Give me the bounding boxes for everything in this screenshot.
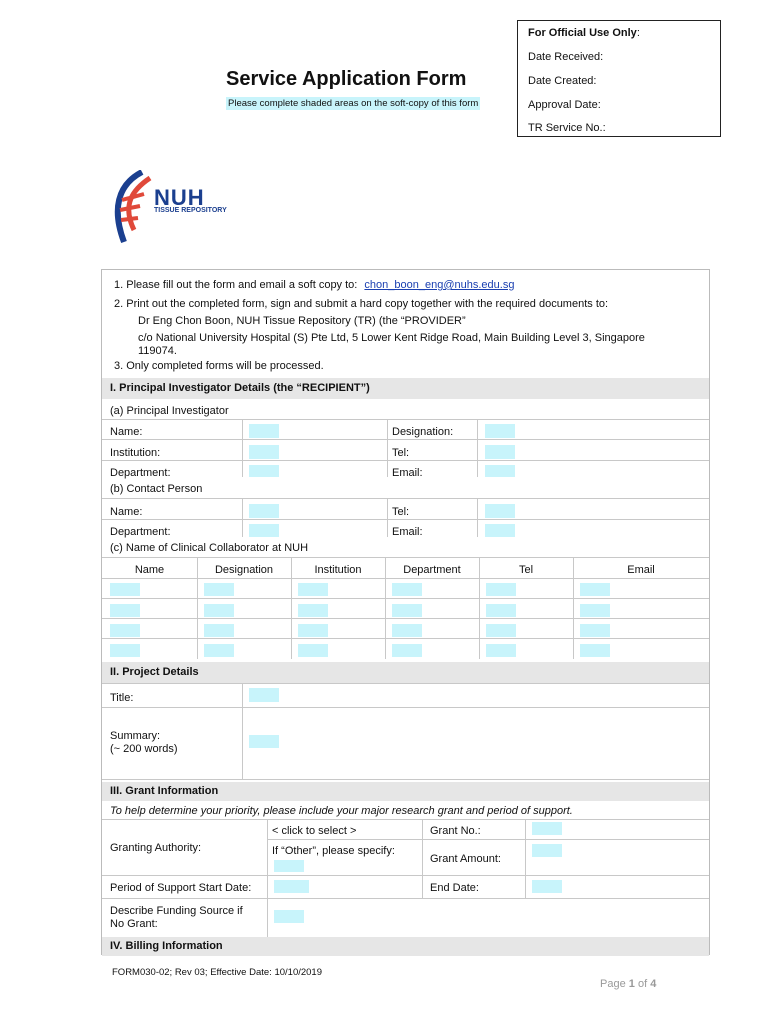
collab-designation-input[interactable] bbox=[204, 624, 234, 637]
pi-department-label: Department: bbox=[110, 467, 171, 479]
grant-no-input[interactable] bbox=[532, 822, 562, 835]
instruction-2: 2. Print out the completed form, sign and submit a hard copy together with the required documents to: bbox=[114, 298, 609, 310]
collab-tel-input[interactable] bbox=[486, 583, 516, 596]
collab-name-input[interactable] bbox=[110, 624, 140, 637]
collab-email-input[interactable] bbox=[580, 644, 610, 657]
contact-name-input[interactable] bbox=[249, 504, 279, 518]
collab-institution-input[interactable] bbox=[298, 624, 328, 637]
grant-amount-label: Grant Amount: bbox=[430, 853, 501, 865]
instruction-3: 3. Only completed forms will be processed. bbox=[114, 360, 324, 372]
page-indicator: Page 1 of 4 bbox=[600, 978, 657, 990]
collab-name-input[interactable] bbox=[110, 644, 140, 657]
pi-institution-label: Institution: bbox=[110, 447, 161, 459]
pi-designation-label: Designation: bbox=[392, 426, 454, 438]
pi-tel-input[interactable] bbox=[485, 445, 515, 459]
address-line-2: c/o National University Hospital (S) Pte Ltd, 5 Lower Kent Ridge Road, Main Building Level 3, Singapore bbox=[138, 332, 645, 344]
summary-label: Summary: bbox=[110, 730, 161, 742]
collab-department-input[interactable] bbox=[392, 604, 422, 617]
official-use-box bbox=[517, 20, 721, 137]
grant-note: To help determine your priority, please include your major research grant and period of support. bbox=[110, 805, 573, 817]
page-title: Service Application Form bbox=[226, 68, 467, 90]
pi-designation-input[interactable] bbox=[485, 424, 515, 438]
col-header-department: Department bbox=[403, 564, 461, 576]
date-created-label: Date Created: bbox=[528, 75, 597, 87]
pi-institution-input[interactable] bbox=[249, 445, 279, 459]
page-subtitle: Please complete shaded areas on the soft-copy of this form bbox=[228, 98, 479, 109]
collab-designation-input[interactable] bbox=[204, 583, 234, 596]
collab-institution-input[interactable] bbox=[298, 583, 328, 596]
collab-department-input[interactable] bbox=[392, 583, 422, 596]
summary-note: (~ 200 words) bbox=[110, 743, 178, 755]
col-header-email: Email bbox=[627, 564, 655, 576]
collab-tel-input[interactable] bbox=[486, 624, 516, 637]
granting-authority-select[interactable]: < click to select > bbox=[272, 825, 357, 837]
grant-no-label: Grant No.: bbox=[430, 825, 481, 837]
pi-name-input[interactable] bbox=[249, 424, 279, 438]
funding-source-label-1: Describe Funding Source if bbox=[110, 905, 243, 917]
section-1-header: I. Principal Investigator Details (the “RECIPIENT”) bbox=[102, 378, 709, 399]
project-title-input[interactable] bbox=[249, 688, 279, 702]
collaborator-subheading: (c) Name of Clinical Collaborator at NUH bbox=[110, 542, 309, 554]
collab-department-input[interactable] bbox=[392, 644, 422, 657]
logo-name: NUH bbox=[154, 185, 205, 210]
contact-email-label: Email: bbox=[392, 526, 423, 538]
period-start-input[interactable] bbox=[274, 880, 309, 893]
if-other-label: If “Other”, please specify: bbox=[272, 845, 395, 857]
col-header-institution: Institution bbox=[314, 564, 362, 576]
pi-subheading: (a) Principal Investigator bbox=[110, 405, 229, 417]
address-line-3: 119074. bbox=[138, 345, 177, 357]
address-line-1: Dr Eng Chon Boon, NUH Tissue Repository (TR) (the “PROVIDER” bbox=[138, 315, 466, 327]
collab-name-input[interactable] bbox=[110, 604, 140, 617]
collab-tel-input[interactable] bbox=[486, 644, 516, 657]
collab-email-input[interactable] bbox=[580, 624, 610, 637]
period-start-label: Period of Support Start Date: bbox=[110, 882, 252, 894]
tr-service-no-label: TR Service No.: bbox=[528, 122, 606, 134]
col-header-name: Name bbox=[134, 564, 165, 576]
granting-authority-label: Granting Authority: bbox=[110, 842, 202, 854]
contact-name-label: Name: bbox=[110, 506, 143, 518]
collab-email-input[interactable] bbox=[580, 583, 610, 596]
contact-tel-input[interactable] bbox=[485, 504, 515, 518]
other-authority-input[interactable] bbox=[274, 860, 304, 872]
contact-tel-label: Tel: bbox=[392, 506, 410, 518]
pi-tel-label: Tel: bbox=[392, 447, 410, 459]
funding-source-label-2: No Grant: bbox=[110, 918, 158, 930]
official-use-heading: For Official Use Only: bbox=[528, 27, 640, 39]
collab-institution-input[interactable] bbox=[298, 604, 328, 617]
end-date-input[interactable] bbox=[532, 880, 562, 893]
date-received-label: Date Received: bbox=[528, 51, 604, 63]
col-header-designation: Designation bbox=[214, 564, 274, 576]
end-date-label: End Date: bbox=[430, 882, 479, 894]
pi-email-label: Email: bbox=[392, 467, 423, 479]
collab-name-input[interactable] bbox=[110, 583, 140, 596]
instruction-1: 1. Please fill out the form and email a soft copy to: chon_boon_eng@nuhs.edu.sg bbox=[114, 279, 515, 291]
contact-department-label: Department: bbox=[110, 526, 171, 538]
dna-helix-icon bbox=[112, 170, 157, 245]
summary-input[interactable] bbox=[249, 735, 279, 748]
collab-institution-input[interactable] bbox=[298, 644, 328, 657]
section-4-header: IV. Billing Information bbox=[102, 937, 709, 956]
collab-department-input[interactable] bbox=[392, 624, 422, 637]
pi-name-label: Name: bbox=[110, 426, 143, 438]
funding-source-input[interactable] bbox=[274, 910, 304, 923]
section-2-header: II. Project Details bbox=[102, 662, 709, 683]
section-3-header: III. Grant Information bbox=[102, 782, 709, 801]
approval-date-label: Approval Date: bbox=[528, 99, 601, 111]
logo-subtitle: TISSUE REPOSITORY bbox=[154, 207, 227, 214]
pi-email-input[interactable] bbox=[485, 465, 515, 477]
project-title-label: Title: bbox=[110, 692, 134, 704]
application-form bbox=[101, 269, 710, 955]
email-link[interactable]: chon_boon_eng@nuhs.edu.sg bbox=[364, 279, 515, 291]
form-id: FORM030-02; Rev 03; Effective Date: 10/10/2019 bbox=[112, 967, 322, 978]
nuh-logo bbox=[112, 170, 232, 245]
contact-email-input[interactable] bbox=[485, 524, 515, 537]
col-header-tel: Tel bbox=[518, 564, 534, 576]
collab-designation-input[interactable] bbox=[204, 644, 234, 657]
pi-department-input[interactable] bbox=[249, 465, 279, 477]
collab-designation-input[interactable] bbox=[204, 604, 234, 617]
contact-department-input[interactable] bbox=[249, 524, 279, 537]
collab-tel-input[interactable] bbox=[486, 604, 516, 617]
collab-email-input[interactable] bbox=[580, 604, 610, 617]
grant-amount-input[interactable] bbox=[532, 844, 562, 857]
contact-subheading: (b) Contact Person bbox=[110, 483, 203, 495]
